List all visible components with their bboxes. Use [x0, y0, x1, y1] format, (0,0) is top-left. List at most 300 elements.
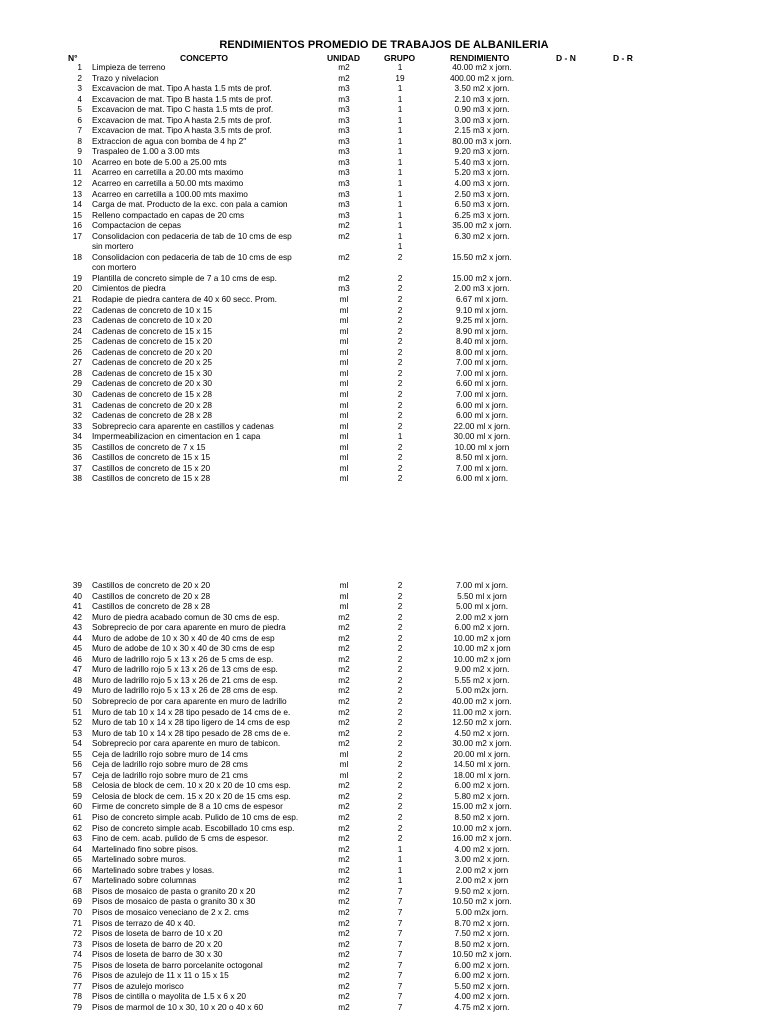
row-concepto: Muro de adobe de 10 x 30 x 40 de 40 cms de esp — [92, 632, 275, 643]
row-unidad: m2 — [338, 685, 350, 696]
row-concepto: Excavacion de mat. Tipo A hasta 1.5 mts de prof. — [92, 83, 272, 94]
row-unidad: m3 — [338, 178, 350, 189]
row-rendimiento: 6.00 m2 x jorn. — [454, 959, 510, 970]
row-grupo: 2 — [397, 473, 403, 484]
row-concepto: Acarreo en carretilla a 50.00 mts maximo — [92, 178, 244, 189]
row-unidad: m3 — [338, 114, 350, 125]
row-concepto: Sobreprecio por cara aparente en muro de tabicon. — [92, 738, 281, 749]
row-number: 45 — [72, 643, 82, 654]
row-unidad: m2 — [338, 72, 350, 83]
row-grupo: 1 — [397, 62, 403, 72]
row-number: 75 — [72, 959, 82, 970]
row-number: 64 — [72, 843, 82, 854]
row-grupo: 2 — [397, 367, 403, 378]
row-grupo: 2 — [397, 420, 403, 431]
row-rendimiento: 40.00 m2 x jorn. — [452, 62, 512, 72]
table-row — [0, 473, 768, 484]
row-grupo: 2 — [397, 399, 403, 410]
row-grupo: 2 — [397, 601, 403, 612]
row-unidad: m2 — [338, 62, 350, 72]
row-unidad: m2 — [338, 632, 350, 643]
row-concepto: Cadenas de concreto de 20 x 20 — [92, 346, 212, 357]
row-rendimiento: 5.20 m3 x jorn. — [454, 167, 510, 178]
row-concepto: Compactacion de cepas — [92, 220, 182, 231]
row-number: 29 — [72, 378, 82, 389]
row-concepto: Muro de adobe de 10 x 30 x 40 de 30 cms de esp — [92, 643, 275, 654]
row-rendimiento: 6.30 m2 x jorn. — [454, 230, 510, 241]
row-grupo: 7 — [397, 959, 403, 970]
row-grupo: 7 — [397, 896, 403, 907]
row-number: 38 — [72, 473, 82, 484]
table-row — [0, 442, 768, 453]
header-dr: D - R — [613, 53, 633, 63]
row-number: 34 — [72, 431, 82, 442]
table-row — [0, 791, 768, 802]
row-unidad: m2 — [338, 991, 350, 1002]
row-unidad: ml — [339, 346, 349, 357]
row-unidad: m2 — [338, 812, 350, 823]
row-number: 77 — [72, 980, 82, 991]
table-section-2 — [0, 580, 768, 1012]
row-rendimiento: 400.00 m2 x jorn. — [449, 72, 515, 83]
row-unidad: ml — [339, 304, 349, 315]
row-grupo: 2 — [397, 315, 403, 326]
row-concepto: Castillos de concreto de 28 x 28 — [92, 601, 211, 612]
row-rendimiento: 5.40 m3 x jorn. — [454, 156, 510, 167]
row-concepto: Piso de concreto simple acab. Pulido de 10 cms de esp. — [92, 812, 299, 823]
row-grupo: 2 — [397, 272, 403, 283]
row-rendimiento: 2.00 m3 x jorn. — [454, 283, 510, 294]
table-row — [0, 960, 768, 971]
table-row — [0, 886, 768, 897]
row-rendimiento: 10.50 m2 x jorn. — [452, 949, 512, 960]
row-grupo: 1 — [397, 93, 403, 104]
row-rendimiento: 6.00 ml x jorn. — [455, 410, 509, 421]
row-grupo: 2 — [397, 801, 403, 812]
row-rendimiento: 30.00 m2 x jorn. — [452, 738, 512, 749]
table-row — [0, 421, 768, 432]
row-unidad: m3 — [338, 104, 350, 115]
row-rendimiento: 9.25 ml x jorn. — [455, 315, 509, 326]
row-rendimiento: 6.60 ml x jorn. — [455, 378, 509, 389]
row-unidad: ml — [339, 410, 349, 421]
row-grupo: 1 — [397, 209, 403, 220]
row-unidad: ml — [339, 378, 349, 389]
row-concepto: Pisos de loseta de barro porcelanite octogonal — [92, 959, 263, 970]
table-row — [0, 1002, 768, 1013]
row-unidad: ml — [339, 580, 349, 590]
table-row — [0, 178, 768, 189]
row-rendimiento: 10.00 ml x jorn — [454, 441, 510, 452]
row-concepto: Castillos de concreto de 15 x 28 — [92, 473, 211, 484]
row-concepto: Pisos de loseta de barro de 10 x 20 — [92, 928, 223, 939]
row-rendimiento: 30.00 ml x jorn. — [453, 431, 511, 442]
row-unidad: m2 — [338, 696, 350, 707]
row-rendimiento: 10.00 m2 x jorn — [453, 632, 511, 643]
row-rendimiento: 8.40 ml x jorn. — [455, 336, 509, 347]
row-unidad: m2 — [338, 928, 350, 939]
row-concepto: Consolidacion con pedaceria de tab de 10 cms de esp — [92, 230, 292, 241]
row-unidad: m2 — [338, 949, 350, 960]
row-unidad: ml — [339, 759, 349, 770]
row-unidad: ml — [339, 315, 349, 326]
row-unidad: m3 — [338, 125, 350, 136]
row-rendimiento: 14.50 ml x jorn. — [453, 759, 511, 770]
table-row — [0, 241, 768, 252]
row-grupo: 2 — [397, 643, 403, 654]
table-row — [0, 167, 768, 178]
row-concepto: Excavacion de mat. Tipo A hasta 3.5 mts de prof. — [92, 125, 272, 136]
row-concepto: Pisos de loseta de barro de 20 x 20 — [92, 938, 223, 949]
row-concepto: Ceja de ladrillo rojo sobre muro de 14 cms — [92, 748, 248, 759]
row-unidad: m3 — [338, 83, 350, 94]
table-row — [0, 199, 768, 210]
table-row — [0, 580, 768, 591]
table-row — [0, 675, 768, 686]
row-number: 4 — [77, 93, 82, 104]
row-unidad: m2 — [338, 251, 350, 262]
table-row — [0, 326, 768, 337]
row-number: 79 — [72, 1001, 82, 1012]
row-rendimiento: 7.00 ml x jorn. — [455, 462, 509, 473]
row-rendimiento: 9.50 m2 x jorn. — [454, 885, 510, 896]
row-number: 73 — [72, 938, 82, 949]
row-concepto: Trazo y nivelacion — [92, 72, 159, 83]
row-rendimiento: 9.20 m3 x jorn. — [454, 146, 510, 157]
row-rendimiento: 35.00 m2 x jorn. — [452, 220, 512, 231]
table-row — [0, 136, 768, 147]
header-grupo: GRUPO — [384, 53, 416, 63]
table-row — [0, 823, 768, 834]
table-row — [0, 294, 768, 305]
row-concepto: Martelinado fino sobre pisos. — [92, 843, 199, 854]
row-unidad: m3 — [338, 167, 350, 178]
row-number: 27 — [72, 357, 82, 368]
row-number: 23 — [72, 315, 82, 326]
row-grupo: 2 — [397, 611, 403, 622]
row-unidad: ml — [339, 473, 349, 484]
row-rendimiento: 5.55 m2 x jorn. — [454, 674, 510, 685]
row-concepto: Cadenas de concreto de 15 x 20 — [92, 336, 212, 347]
row-number: 16 — [72, 220, 82, 231]
row-rendimiento: 2.00 m2 x jorn — [455, 875, 509, 886]
row-rendimiento: 2.00 m2 x jorn — [455, 611, 509, 622]
row-unidad: m2 — [338, 738, 350, 749]
row-concepto: Castillos de concreto de 15 x 15 — [92, 452, 211, 463]
row-number: 49 — [72, 685, 82, 696]
row-concepto: Sobreprecio de por cara aparente en muro de ladrillo — [92, 696, 287, 707]
row-number: 36 — [72, 452, 82, 463]
row-rendimiento: 8.50 m2 x jorn. — [454, 938, 510, 949]
row-number: 28 — [72, 367, 82, 378]
row-concepto: Cadenas de concreto de 28 x 28 — [92, 410, 212, 421]
row-concepto: Celosia de block de cem. 10 x 20 x 20 de 10 cms esp. — [92, 780, 291, 791]
table-row — [0, 717, 768, 728]
row-unidad: ml — [339, 441, 349, 452]
table-row — [0, 854, 768, 865]
row-rendimiento: 10.50 m2 x jorn. — [452, 896, 512, 907]
row-rendimiento: 6.00 m2 x jorn. — [454, 970, 510, 981]
row-unidad: m2 — [338, 230, 350, 241]
row-number: 65 — [72, 854, 82, 865]
row-number: 69 — [72, 896, 82, 907]
row-grupo: 2 — [397, 727, 403, 738]
row-grupo: 2 — [397, 283, 403, 294]
row-concepto: Muro de tab 10 x 14 x 28 tipo ligero de 14 cms de esp — [92, 717, 290, 728]
header-unidad: UNIDAD — [327, 53, 361, 63]
row-rendimiento: 6.00 m2 x jorn. — [454, 780, 510, 791]
row-number: 55 — [72, 748, 82, 759]
row-grupo: 2 — [397, 410, 403, 421]
row-unidad: m2 — [338, 885, 350, 896]
row-rendimiento: 20.00 ml x jorn. — [453, 748, 511, 759]
row-unidad: m2 — [338, 622, 350, 633]
row-unidad: m3 — [338, 188, 350, 199]
row-concepto: Sobreprecio cara aparente en castillos y cadenas — [92, 420, 274, 431]
row-rendimiento: 18.00 ml x jorn. — [453, 769, 511, 780]
row-number: 9 — [77, 146, 82, 157]
table-row — [0, 83, 768, 94]
row-concepto: Castillos de concreto de 20 x 28 — [92, 590, 211, 601]
row-number: 10 — [72, 156, 82, 167]
row-rendimiento: 0.90 m3 x jorn. — [454, 104, 510, 115]
row-number: 35 — [72, 441, 82, 452]
row-number: 13 — [72, 188, 82, 199]
row-grupo: 7 — [397, 917, 403, 928]
row-rendimiento: 4.50 m2 x jorn. — [454, 727, 510, 738]
table-row — [0, 252, 768, 263]
row-grupo: 7 — [397, 906, 403, 917]
row-rendimiento: 9.10 ml x jorn. — [455, 304, 509, 315]
row-number: 46 — [72, 653, 82, 664]
row-unidad: m2 — [338, 822, 350, 833]
row-rendimiento: 5.00 m2x jorn. — [455, 906, 509, 917]
row-number: 47 — [72, 664, 82, 675]
row-number: 33 — [72, 420, 82, 431]
row-unidad: m2 — [338, 843, 350, 854]
row-grupo: 7 — [397, 885, 403, 896]
row-rendimiento: 2.50 m3 x jorn. — [454, 188, 510, 199]
table-row — [0, 780, 768, 791]
row-unidad: m2 — [338, 980, 350, 991]
row-number: 60 — [72, 801, 82, 812]
table-row — [0, 812, 768, 823]
row-number: 21 — [72, 294, 82, 305]
row-rendimiento: 5.00 ml x jorn. — [455, 601, 509, 612]
table-row — [0, 633, 768, 644]
row-unidad: m2 — [338, 833, 350, 844]
row-rendimiento: 8.90 ml x jorn. — [455, 325, 509, 336]
row-number: 22 — [72, 304, 82, 315]
row-grupo: 1 — [397, 230, 403, 241]
row-grupo: 1 — [397, 125, 403, 136]
table-row — [0, 991, 768, 1002]
table-row — [0, 305, 768, 316]
row-concepto: Castillos de concreto de 20 x 20 — [92, 580, 211, 590]
row-grupo: 1 — [397, 875, 403, 886]
table-row — [0, 336, 768, 347]
row-number: 40 — [72, 590, 82, 601]
row-grupo: 2 — [397, 769, 403, 780]
table-row — [0, 654, 768, 665]
row-number: 56 — [72, 759, 82, 770]
row-concepto: Firme de concreto simple de 8 a 10 cms de espesor — [92, 801, 283, 812]
table-row — [0, 347, 768, 358]
row-rendimiento: 7.50 m2 x jorn. — [454, 928, 510, 939]
row-grupo: 2 — [397, 780, 403, 791]
row-rendimiento: 8.50 ml x jorn. — [455, 452, 509, 463]
table-row — [0, 918, 768, 929]
table-row — [0, 410, 768, 421]
row-rendimiento: 3.00 m3 x jorn. — [454, 114, 510, 125]
row-concepto: Pisos de azulejo de 11 x 11 o 15 x 15 — [92, 970, 229, 981]
table-row — [0, 612, 768, 623]
row-grupo: 1 — [397, 156, 403, 167]
row-unidad: ml — [339, 294, 349, 305]
table-row — [0, 591, 768, 602]
row-grupo: 2 — [397, 580, 403, 590]
row-unidad: m2 — [338, 938, 350, 949]
row-concepto: Impermeabilizacion en cimentacion en 1 capa — [92, 431, 261, 442]
row-rendimiento: 8.70 m2 x jorn. — [454, 917, 510, 928]
row-rendimiento: 12.50 m2 x jorn. — [452, 717, 512, 728]
row-concepto: Cadenas de concreto de 10 x 15 — [92, 304, 212, 315]
row-number: 1 — [77, 62, 82, 72]
row-unidad: ml — [339, 399, 349, 410]
row-unidad: m2 — [338, 780, 350, 791]
row-grupo: 7 — [397, 1001, 403, 1012]
row-rendimiento: 6.50 m3 x jorn. — [454, 199, 510, 210]
table-row — [0, 73, 768, 84]
row-concepto: Sobreprecio de por cara aparente en muro de piedra — [92, 622, 286, 633]
row-unidad: ml — [339, 601, 349, 612]
table-row — [0, 262, 768, 273]
row-number: 15 — [72, 209, 82, 220]
table-section-1 — [0, 62, 768, 484]
row-concepto: Muro de ladrillo rojo 5 x 13 x 26 de 21 cms de esp. — [92, 674, 278, 685]
row-unidad: m3 — [338, 146, 350, 157]
row-number: 17 — [72, 230, 82, 241]
row-rendimiento: 11.00 m2 x jorn. — [452, 706, 512, 717]
table-row — [0, 315, 768, 326]
row-grupo: 2 — [397, 632, 403, 643]
row-grupo: 2 — [397, 462, 403, 473]
row-grupo: 2 — [397, 251, 403, 262]
table-row — [0, 770, 768, 781]
table-row — [0, 664, 768, 675]
row-unidad: m2 — [338, 896, 350, 907]
table-row — [0, 357, 768, 368]
row-unidad: m2 — [338, 653, 350, 664]
row-unidad: m2 — [338, 674, 350, 685]
row-rendimiento: 2.15 m3 x jorn. — [454, 125, 510, 136]
row-rendimiento: 4.00 m3 x jorn. — [454, 178, 510, 189]
row-rendimiento: 7.00 ml x jorn. — [455, 367, 509, 378]
row-grupo: 1 — [397, 220, 403, 231]
row-number: 26 — [72, 346, 82, 357]
table-row — [0, 189, 768, 200]
row-grupo: 1 — [397, 199, 403, 210]
table-row — [0, 452, 768, 463]
table-row — [0, 157, 768, 168]
row-number: 48 — [72, 674, 82, 685]
row-concepto: Acarreo en carretilla a 100.00 mts maximo — [92, 188, 248, 199]
row-concepto: Excavacion de mat. Tipo B hasta 1.5 mts de prof. — [92, 93, 273, 104]
row-concepto: Ceja de ladrillo rojo sobre muro de 21 cms — [92, 769, 248, 780]
row-number: 58 — [72, 780, 82, 791]
row-number: 2 — [77, 72, 82, 83]
row-grupo: 2 — [397, 357, 403, 368]
row-rendimiento: 8.50 m2 x jorn. — [454, 812, 510, 823]
row-number: 71 — [72, 917, 82, 928]
row-concepto: Pisos de terrazo de 40 x 40. — [92, 917, 196, 928]
row-rendimiento: 5.50 m2 x jorn. — [454, 980, 510, 991]
row-concepto: Muro de ladrillo rojo 5 x 13 x 26 de 28 cms de esp. — [92, 685, 278, 696]
row-concepto: Plantilla de concreto simple de 7 a 10 cms de esp. — [92, 272, 277, 283]
row-grupo: 1 — [397, 135, 403, 146]
row-number: 50 — [72, 696, 82, 707]
row-unidad: ml — [339, 462, 349, 473]
row-rendimiento: 3.00 m2 x jorn. — [454, 854, 510, 865]
row-number: 20 — [72, 283, 82, 294]
row-grupo: 1 — [397, 83, 403, 94]
row-concepto: sin mortero — [92, 241, 134, 252]
row-grupo: 7 — [397, 938, 403, 949]
row-number: 37 — [72, 462, 82, 473]
row-unidad: ml — [339, 452, 349, 463]
row-number: 7 — [77, 125, 82, 136]
row-concepto: Excavacion de mat. Tipo A hasta 2.5 mts de prof. — [92, 114, 272, 125]
row-concepto: Cadenas de concreto de 10 x 20 — [92, 315, 212, 326]
row-number: 67 — [72, 875, 82, 886]
row-grupo: 2 — [397, 304, 403, 315]
row-rendimiento: 4.00 m2 x jorn. — [454, 991, 510, 1002]
row-number: 54 — [72, 738, 82, 749]
row-concepto: Pisos de mosaico veneciano de 2 x 2. cms — [92, 906, 249, 917]
table-row — [0, 210, 768, 221]
row-grupo: 1 — [397, 854, 403, 865]
row-rendimiento: 5.00 m2x jorn. — [455, 685, 509, 696]
row-number: 63 — [72, 833, 82, 844]
row-number: 59 — [72, 790, 82, 801]
row-concepto: Cimientos de piedra — [92, 283, 166, 294]
row-grupo: 1 — [397, 431, 403, 442]
row-concepto: Cadenas de concreto de 20 x 28 — [92, 399, 212, 410]
row-number: 66 — [72, 864, 82, 875]
row-rendimiento: 10.00 m2 x jorn. — [452, 822, 512, 833]
row-concepto: Cadenas de concreto de 15 x 28 — [92, 388, 212, 399]
table-row — [0, 738, 768, 749]
row-rendimiento: 4.75 m2 x jorn. — [454, 1001, 510, 1012]
row-unidad: m2 — [338, 917, 350, 928]
table-row — [0, 939, 768, 950]
table-row — [0, 896, 768, 907]
row-unidad: ml — [339, 748, 349, 759]
row-grupo: 1 — [397, 843, 403, 854]
row-grupo: 2 — [397, 294, 403, 305]
row-concepto: Relleno compactado en capas de 20 cms — [92, 209, 245, 220]
table-row — [0, 146, 768, 157]
table-row — [0, 231, 768, 242]
table-row — [0, 759, 768, 770]
table-row — [0, 94, 768, 105]
table-row — [0, 400, 768, 411]
row-grupo: 2 — [397, 833, 403, 844]
row-rendimiento: 3.50 m2 x jorn. — [454, 83, 510, 94]
row-grupo: 2 — [397, 759, 403, 770]
row-number: 3 — [77, 83, 82, 94]
row-number: 25 — [72, 336, 82, 347]
